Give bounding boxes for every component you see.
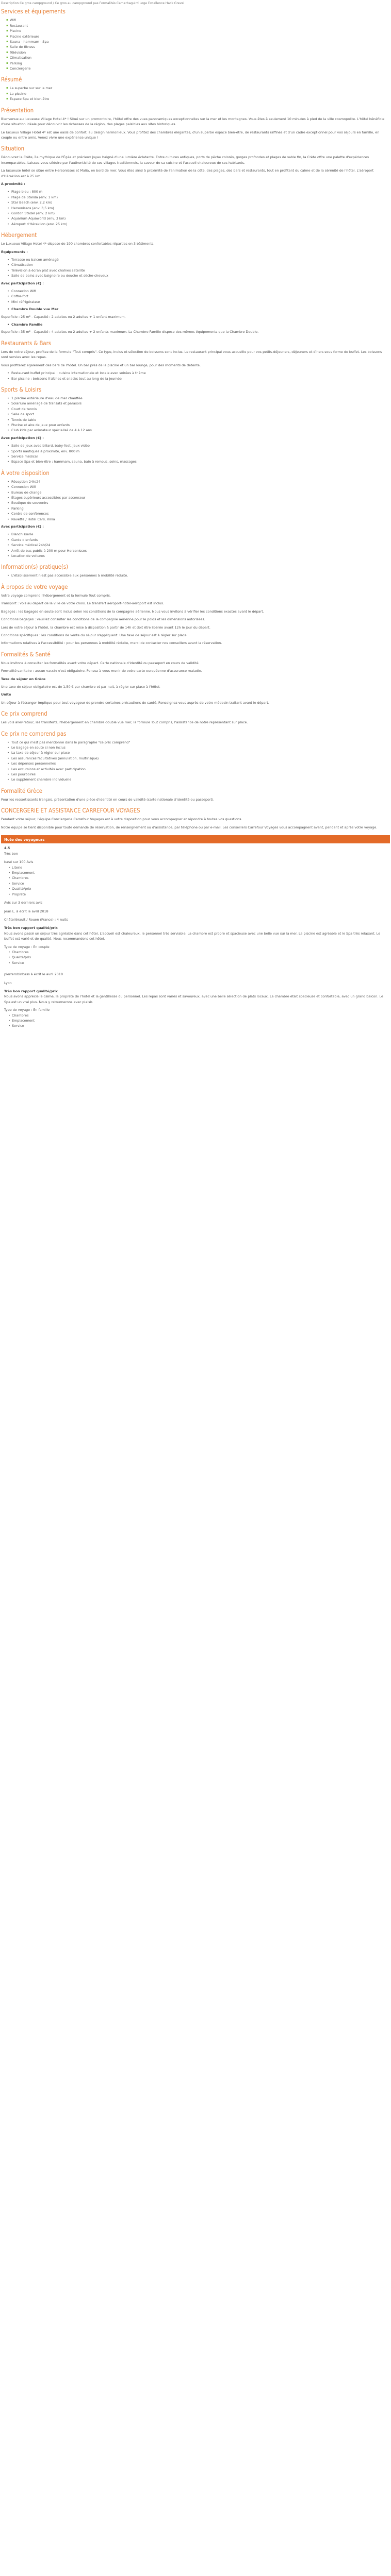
restaurants-list <box>1 370 390 381</box>
restaurants-paragraph: Vous profiterez également des bars de l'hôtel. Un bar près de la piscine et un bar lounge, pour des moments de détente. <box>1 363 201 367</box>
unesco-text: Un séjour à l'étranger implique pour tout voyageur de prendre certaines précautions de santé. Renseignez-vous auprès de votre médecin traitant avant le départ. <box>1 700 269 705</box>
resume-title: Résumé <box>1 76 22 83</box>
information-list <box>1 573 390 578</box>
formule-grece-text: Pour les ressortissants français, présentation d'une pièce d'identité en cours de validité (carte nationale d'identité ou passeport). <box>1 797 215 802</box>
rating-value: 4.5 <box>4 846 10 851</box>
service-item: ▪ Télévision <box>6 50 390 55</box>
review1-type-item: • Service <box>8 960 387 965</box>
service-item: ▪ Salle de fitness <box>6 44 390 49</box>
conditions-paragraph: Notre équipe se tient disponible pour toute demande de réservation, de renseignement ou d'assistance, par téléphone ou par e-mail. Les conseillers Carrefour Voyages vous accompagnent avant, pendant et après votre voyage. <box>1 825 378 829</box>
information-item: • L'établissement n'est pas accessible aux personnes à mobilité réduite. <box>7 573 390 578</box>
information-title: Information(s) pratique(s) <box>1 564 69 571</box>
sport-item: • 1 piscine extérieure d'eau de mer chauffée <box>7 396 390 401</box>
disposition-item: • Navette / Hotel Cars, Vinia <box>7 517 390 522</box>
situation-paragraph: La luxueuse hôtel se situe entre Hersonissos et Malia, en bord de mer. Vous êtes ainsi à proximité de l'animation de la côte, des plages, des bars et restaurants, tout en profitant du calme et de la sérénité de l'hôtel. L'aéroport d'Héraklion est à 25 km. <box>1 168 374 178</box>
review2-summary: Très bon rapport qualité/prix <box>4 989 58 993</box>
restaurant-item: • Restaurant buffet principal : cuisine internationale et locale avec soirées à thème <box>7 370 390 376</box>
propos-paragraph: Conditions spécifiques : les conditions de vente du séjour s'appliquent. Une taxe de séjour est à régler sur place. <box>1 633 188 637</box>
sport-item: • Club kids par animateur spécialisé de 4 à 12 ans <box>7 428 390 433</box>
room1 <box>1 307 390 312</box>
service-item: ▪ Parking <box>6 61 390 66</box>
distance-item: • Aquarium Aquaworld (env. 3 km) <box>7 216 390 221</box>
propos-paragraph: Votre voyage comprend l'hébergement et la formule Tout compris. <box>1 593 111 598</box>
disposition-item: • Étages supérieurs accessibles par ascenseur <box>7 495 390 500</box>
disposition-paid-item: • Location de voitures <box>7 553 390 558</box>
hebergement-eq-title: Équipements : <box>1 249 28 254</box>
non-compris-title: Ce prix ne comprend pas <box>1 730 67 737</box>
review2-meta: pierrerobinbass à écrit le avril 2018 <box>4 972 63 977</box>
service-item: ▪ Piscine extérieure <box>6 34 390 39</box>
room-equipment-item: • Télévision à écran plat avec chaînes satellite <box>7 268 390 273</box>
sports-list <box>1 396 390 433</box>
restaurants-text <box>1 349 390 368</box>
disposition-paid-item: • Garde d'enfants <box>7 537 390 543</box>
non-compris-item: • Les excursions et activités avec participation <box>7 767 390 772</box>
disposition-item: • Connexion Wifi <box>7 484 390 489</box>
service-item: ▪ Conciergerie <box>6 66 390 71</box>
propos-text <box>1 593 390 646</box>
review1-type-list <box>4 950 387 965</box>
distance-item: • Gordon Stadel (env. 2 km) <box>7 211 390 216</box>
criteria-list <box>4 865 387 897</box>
distance-item: • Plage de Stalida (env. 1 km) <box>7 195 390 200</box>
rating-based: basé sur 100 Avis <box>4 860 34 865</box>
formule-grece-title: Formalité Grèce <box>1 787 42 794</box>
sport-item: • Solarium aménagé de transats et parasols <box>7 401 390 406</box>
resume-item: ▪ La superbe sur sur la mer <box>6 86 390 91</box>
criteria-item: • Emplacement <box>8 870 387 875</box>
propos-paragraph: Transport : vols au départ de la ville de votre choix. Le transfert aéroport-hôtel-aéroport est inclus. <box>1 601 164 606</box>
propos-paragraph: Conditions bagages : veuillez consulter les conditions de la compagnie aérienne pour le poids et les dimensions autorisées. <box>1 617 205 622</box>
situation-title: Situation <box>1 145 24 152</box>
non-compris-item: • Les dépenses personnelles <box>7 761 390 766</box>
review1-meta: Jean L. à écrit le avril 2018 <box>4 909 48 913</box>
review2-type-item: • Emplacement <box>8 1018 387 1023</box>
disposition-paid-item: • Service médical 24h/24 <box>7 543 390 548</box>
review1-type-item: • Qualité/prix <box>8 955 387 960</box>
conditions-text <box>1 817 390 830</box>
room-equipment-item: • Climatisation <box>7 262 390 267</box>
propos-paragraph: Lors de votre séjour à l'hôtel, la chambre est mise à disposition à partir de 14h et doit être libérée avant 12h le jour du départ. <box>1 625 210 630</box>
criteria-item: • Qualité/prix <box>8 886 387 891</box>
room-equipment-item: • Salle de bains avec baignoire ou douche et sèche-cheveux <box>7 273 390 278</box>
review2-type-item: • Chambres <box>8 1013 387 1018</box>
situation-text <box>1 155 390 179</box>
room2 <box>1 322 390 327</box>
disposition-avec-list <box>1 532 390 558</box>
review1-type: Type de voyage : En couple <box>4 944 50 949</box>
distances-list <box>1 189 390 227</box>
sport-item: • Court de tennis <box>7 406 390 412</box>
review2-location: Lyon <box>4 980 12 985</box>
room1-name: • Chambre Double vue Mer <box>7 307 390 312</box>
service-item: ▪ Sauna - hammam - Spa <box>6 39 390 44</box>
criteria-item: • Service <box>8 881 387 886</box>
sport-item: • Salle de sport <box>7 412 390 417</box>
rating-summary: Très bon <box>4 851 18 856</box>
sports-avec-title: Avec participation (€) : <box>1 435 44 440</box>
taxes-text: Une taxe de séjour obligatoire est de 1,50 € par chambre et par nuit, à régler sur place à l'hôtel. <box>1 684 160 689</box>
service-item: ▪ Restaurant <box>6 23 390 28</box>
disposition-item: • Boutique de souvenirs <box>7 500 390 505</box>
sport-paid-item: • Espace Spa et bien-être : hammam, sauna, bain à remous, soins, massages <box>7 459 390 464</box>
review1-type-item: • Chambres <box>8 950 387 955</box>
review1-location: Châtellérault / Rouen (France) : 4 nuits <box>4 917 68 922</box>
sports-avec-list <box>1 443 390 465</box>
sport-paid-item: • Service médical <box>7 454 390 459</box>
compris-title: Ce prix comprend <box>1 710 47 718</box>
restaurants-paragraph: Lors de votre séjour, profitez de la formule "Tout compris". Ce type, inclus et sélection de boissons sont inclus. Le restaurant principal vous accueille pour vos petits-déjeuners, déjeuners et dîners sous forme de buffet. Les boissons sont servies avec les repas. <box>1 349 382 360</box>
sport-paid-item: • Salle de jeux avec billard, baby-foot, jeux vidéo <box>7 443 390 448</box>
disposition-item: • Parking <box>7 506 390 511</box>
hebergement-title: Hébergement <box>1 232 37 239</box>
resume-list <box>1 86 390 101</box>
disposition-paid-item: • Blanchisserie <box>7 532 390 537</box>
resume-item: ▪ La piscine <box>6 91 390 96</box>
review1-text: Nous avons passé un séjour très agréable dans cet hôtel. L'accueil est chaleureux, le personnel très serviable. La chambre est propre et spacieuse avec une belle vue sur la mer. La piscine est agréable et le Spa très relaxant. Le buffet est varié et de qualité. Nous recommandons cet hôtel. <box>4 931 381 941</box>
hebergement-eq-list <box>1 257 390 279</box>
sport-item: • Piscine et aire de jeux pour enfants <box>7 422 390 428</box>
conditions-paragraph: Pendant votre séjour, l'équipe Conciergerie Carrefour Voyages est à votre disposition pour vous accompagner et répondre à toutes vos questions. <box>1 817 242 822</box>
distance-item: • Plage bleu : 800 m <box>7 189 390 194</box>
non-compris-item: • La taxe de séjour à régler sur place <box>7 750 390 755</box>
services-list <box>1 18 390 71</box>
disposition-paid-item: • Arrêt de bus public à 200 m pour Hersonissos <box>7 548 390 553</box>
hebergement-avec-list <box>1 289 390 304</box>
unesco-title: Unité <box>1 692 11 697</box>
service-item: ▪ Climatisation <box>6 55 390 60</box>
criteria-item: • Propreté <box>8 892 387 897</box>
room-paid-item: • Connexion Wifi <box>7 289 390 294</box>
formalites-paragraph: Nous invitons à consulter les formalités avant votre départ. Carte nationale d'identité ou passeport en cours de validité. <box>1 660 200 665</box>
review2-type-list <box>4 1013 387 1029</box>
review1-summary: Très bon rapport qualité/prix <box>4 926 58 930</box>
room-paid-item: • Mini réfrigérateur <box>7 299 390 304</box>
breadcrumb[interactable]: Description Ce gros campground / Ce gros au campground pas Formalités Camerbaguird Loge Excellence Hack Grevel <box>1 2 185 5</box>
criteria-item: • Literie <box>8 865 387 870</box>
formalites-paragraph: Formalité sanitaire : aucun vaccin n'est obligatoire. Pensez à vous munir de votre carte européenne d'assurance maladie. <box>1 669 202 673</box>
situation-paragraph: Découvrez la Crète, île mythique de l'Égée et précieux joyau baigné d'une lumière éclatante. Entre cultures antiques, ports de pêche colorés, gorges profondes et plages de sable fin, la Crète offre une palette d'expériences incomparables. Laissez-vous séduire par l'authenticité de ses villages traditionnels, la saveur de sa cuisine et l'accueil chaleureux de ses habitants. <box>1 155 369 165</box>
distances-title: À proximité : <box>1 181 25 186</box>
hebergement-avec-title: Avec participation (€) : <box>1 281 44 285</box>
room2-desc: Superficie : 35 m² - Capacité : 4 adultes ou 2 adultes + 2 enfants maximum. La Chambre Famille dispose des mêmes équipements que la Chambre Double. <box>1 330 259 334</box>
traveller-reviews-card <box>1 835 390 1042</box>
reviews-header: Note des voyageurs <box>1 836 390 843</box>
formalites-text <box>1 660 390 674</box>
criteria-item: • Chambres <box>8 875 387 880</box>
sport-paid-item: • Sports nautiques à proximité, env. 800 m <box>7 449 390 454</box>
resume-item: ▪ Espace Spa et bien-être <box>6 96 390 101</box>
non-compris-item: • Tout ce qui n'est pas mentionné dans le paragraphe "ce prix comprend" <box>7 740 390 745</box>
disposition-item: • Centre de conférences <box>7 511 390 516</box>
presentation-paragraph: Bienvenue au luxueuse Village Hotel 4* ! Situé sur un promontoire, l'hôtel offre des vues panoramiques exceptionnelles sur la mer et les montagnes. Vous êtes à seulement 10 minutes à pied de la ville cosmopolite. L'hôtel bénéficie d'une situation idéale pour découvrir les richesses de la région, des plages paisibles aux sites historiques. <box>1 116 385 127</box>
distance-item: • Hersonissos (env. 3,5 km) <box>7 206 390 211</box>
presentation-title: Présentation <box>1 107 34 114</box>
sports-title: Sports & Loisirs <box>1 386 42 393</box>
page <box>0 0 391 1042</box>
distance-item: • Star Beach (env. 2,2 km) <box>7 200 390 205</box>
service-item: ▪ Wifi <box>6 18 390 23</box>
non-compris-item: • Le supplément chambre individuelle <box>7 777 390 782</box>
propos-paragraph: Informations relatives à l'accessibilité : pour les personnes à mobilité réduite, merci de contacter nos conseillers avant la réservation. <box>1 641 222 646</box>
disposition-list <box>1 479 390 522</box>
propos-title: À propos de votre voyage <box>1 583 68 590</box>
sport-item: • Tennis de table <box>7 417 390 422</box>
disposition-avec-title: Avec participation (€) : <box>1 524 44 529</box>
taxes-title: Taxe de séjour en Grèce <box>1 676 46 681</box>
reviews-body <box>1 843 390 1042</box>
hebergement-intro: Le Luxueux Village Hotel 4* dispose de 190 chambres confortables réparties en 3 bâtiments. <box>1 242 155 246</box>
voice-title: Avis sur 3 derniers avis <box>4 901 43 905</box>
non-compris-item: • Les assurances facultatives (annulation, multirisque) <box>7 756 390 761</box>
room1-desc: Superficie : 25 m² - Capacité : 2 adultes ou 2 adultes + 1 enfant maximum. <box>1 314 126 319</box>
non-compris-list <box>1 740 390 783</box>
room2-name: • Chambre Famille <box>7 322 390 327</box>
non-compris-item: • Le bagage en soute si non inclus <box>7 745 390 750</box>
services-title: Services et équipements <box>1 8 66 15</box>
formalites-title: Formalités & Santé <box>1 651 51 658</box>
propos-paragraph: Bagages : les bagages en soute sont inclus selon les conditions de la compagnie aérienne. Nous vous invitons à vérifier les conditions exactes avant le départ. <box>1 609 264 614</box>
compris-text: Les vols aller-retour, les transferts, l'hébergement en chambre double vue mer, la formule Tout compris, l'assistance de notre représentant sur place. <box>1 720 248 725</box>
room-paid-item: • Coffre-fort <box>7 294 390 299</box>
disposition-item: • Réception 24h/24 <box>7 479 390 484</box>
distance-item: • Aéroport d'Héraklion (env. 25 km) <box>7 222 390 227</box>
restaurant-item: • Bar piscine : boissons fraîches et snacks tout au long de la journée <box>7 376 390 381</box>
review2-text: Nous avons apprécié le calme, la propreté de l'hôtel et la gentillesse du personnel. Les repas sont variés et savoureux, avec une belle sélection de plats locaux. La chambre était spacieuse et confortable, avec un grand balcon. Le Spa est un vrai plus. Nous y retournerons avec plaisir. <box>4 994 383 1004</box>
disposition-item: • Bureau de change <box>7 490 390 495</box>
conditions-title: CONCERGERIE ET ASSISTANCE CARREFOUR VOYAGES <box>1 807 140 815</box>
presentation-text <box>1 116 390 141</box>
restaurants-title: Restaurants & Bars <box>1 340 51 347</box>
room-equipment-item: • Terrasse ou balcon aménagé <box>7 257 390 262</box>
service-item: ▪ Piscine <box>6 28 390 33</box>
review2-type-item: • Service <box>8 1023 387 1028</box>
presentation-paragraph: Le luxueux Village Hotel 4* est une oasis de confort, au design harmonieux. Vous profitez des chambres élégantes, d'un superbe espace bien-être, de restaurants raffinés et d'un cadre exceptionnel pour vos séjours en famille, en couple ou entre amis. Venez vivre une expérience unique ! <box>1 130 380 140</box>
non-compris-item: • Les pourboires <box>7 772 390 777</box>
disposition-title: À votre disposition <box>1 469 50 477</box>
review2-type: Type de voyage : En famille <box>4 1008 50 1012</box>
